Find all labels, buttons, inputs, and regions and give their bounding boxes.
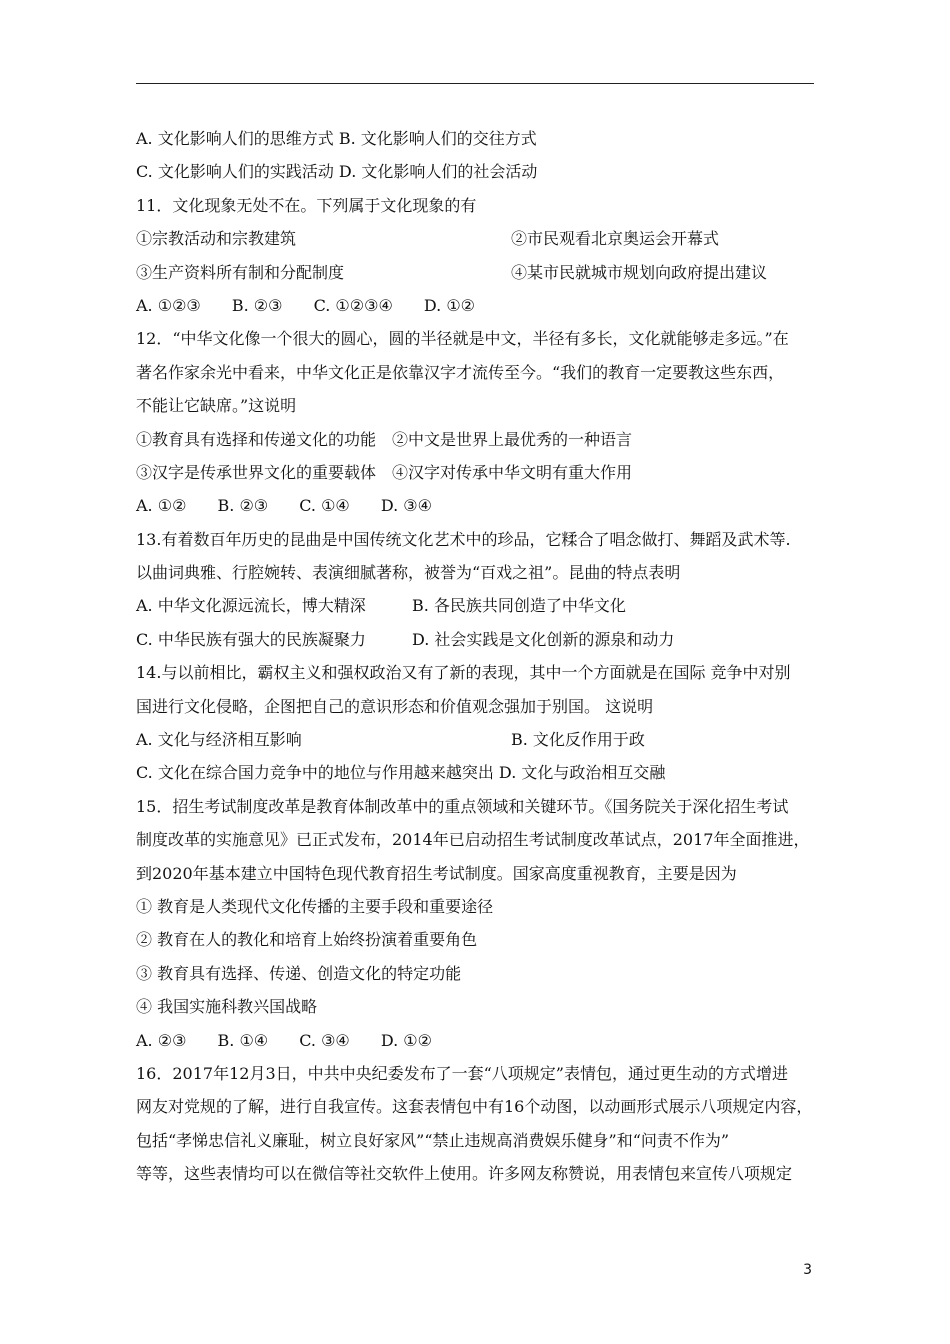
q13-choice-a: A. 中华文化源远流长，博大精深 (136, 596, 366, 616)
q14-choices-cd: C. 文化在综合国力竞争中的地位与作用越来越突出 D. 文化与政治相互交融 (136, 763, 666, 783)
q13-choice-b: B. 各民族共同创造了中华文化 (412, 596, 626, 616)
q11-items-12 (136, 222, 826, 255)
q15-item-4: ④ 我国实施科教兴国战略 (136, 997, 318, 1017)
q11-choice-d: D. ①② (423, 295, 476, 315)
header-rule (136, 83, 814, 84)
q11-choice-a: A. ①②③ (136, 295, 201, 315)
q16-stem-line3: 包括“孝悌忠信礼义廉耻，树立良好家风”“禁止违规高消费娱乐健身”和“问责不作为” (136, 1130, 730, 1150)
q11-items-34 (136, 256, 826, 289)
q13-choice-c: C. 中华民族有强大的民族凝聚力 (136, 629, 366, 649)
q12-items-34: ③汉字是传承世界文化的重要载体 ④汉字对传承中华文明有重大作用 (136, 462, 633, 482)
q12-choice-c: C. ①④ (299, 496, 350, 516)
q15-stem-line3: 到2020年基本建立中国特色现代教育招生考试制度。国家高度重视教育，主要是因为 (136, 863, 737, 883)
q10-options-cd: C. 文化影响人们的实践活动 D. 文化影响人们的社会活动 (136, 162, 538, 182)
q13-choice-d: D. 社会实践是文化创新的源泉和动力 (412, 629, 675, 649)
q11-choice-b: B. ②③ (231, 295, 283, 315)
q12-stem-line3: 不能让它缺席。”这说明 (136, 396, 297, 416)
q12-stem-line2: 著名作家余光中看来，中华文化正是依靠汉字才流传至今。“我们的教育一定要教这些东西， (136, 362, 785, 382)
q13-choices-ab (136, 589, 826, 622)
q15-choice-b: B. ①④ (217, 1030, 269, 1050)
q11-choices (136, 289, 826, 322)
q14-choice-b: B. 文化反作用于政 (511, 730, 645, 750)
q15-choice-a: A. ②③ (136, 1030, 187, 1050)
q12-choice-a: A. ①② (136, 496, 187, 516)
q14-choice-a: A. 文化与经济相互影响 (136, 730, 302, 750)
q15-stem-line2: 制度改革的实施意见》已正式发布，2014年已启动招生考试制度改革试点，2017年全面推进， (136, 830, 810, 850)
q15-item-1: ① 教育是人类现代文化传播的主要手段和重要途径 (136, 896, 494, 916)
q15-choices (136, 1024, 826, 1057)
exam-page-body (136, 122, 826, 1191)
q15-choice-c: C. ③④ (299, 1030, 350, 1050)
q16-stem-line2: 网友对党规的了解，进行自我宣传。这套表情包中有16个动图，以动画形式展示八项规定内容， (136, 1097, 813, 1117)
q11-stem: 11．文化现象无处不在。下列属于文化现象的有 (136, 195, 477, 215)
q14-stem-line1: 14.与以前相比，霸权主义和强权政治又有了新的表现，其中一个方面就是在国际 竞争中对别 (136, 663, 791, 683)
q11-item-4: ④某市民就城市规划向政府提出建议 (511, 262, 768, 282)
q16-stem-line1: 16．2017年12月3日，中共中央纪委发布了一套“八项规定”表情包，通过更生动的方式增进 (136, 1063, 788, 1083)
q12-choices (136, 489, 826, 522)
q16-stem-line4: 等等，这些表情均可以在微信等社交软件上使用。许多网友称赞说，用表情包来宣传八项规定 (136, 1164, 793, 1184)
q11-choice-c: C. ①②③④ (313, 295, 393, 315)
q12-stem-line1: 12．“中华文化像一个很大的圆心，圆的半径就是中文，半径有多长，文化就能够走多远。”在 (136, 329, 789, 349)
q13-stem-line1: 13.有着数百年历史的昆曲是中国传统文化艺术中的珍品，它糅合了唱念做打、舞蹈及武术等. (136, 529, 791, 549)
q14-stem-line2: 国进行文化侵略，企图把自己的意识形态和价值观念强加于别国。 这说明 (136, 696, 654, 716)
q15-stem-line1: 15．招生考试制度改革是教育体制改革中的重点领域和关键环节。《国务院关于深化招生考试 (136, 796, 789, 816)
q12-choice-d: D. ③④ (380, 496, 432, 516)
q13-stem-line2: 以曲词典雅、行腔婉转、表演细腻著称，被誉为“百戏之祖”。昆曲的特点表明 (136, 563, 681, 583)
q11-item-1: ①宗教活动和宗教建筑 (136, 229, 297, 249)
page-number: 3 (803, 1262, 812, 1278)
q14-choices-ab (136, 723, 826, 756)
q11-item-3: ③生产资料所有制和分配制度 (136, 262, 345, 282)
q15-item-3: ③ 教育具有选择、传递、创造文化的特定功能 (136, 963, 462, 983)
q10-options-ab: A. 文化影响人们的思维方式 B. 文化影响人们的交往方式 (136, 129, 537, 148)
q12-choice-b: B. ②③ (217, 496, 269, 516)
q12-items-12: ①教育具有选择和传递文化的功能 ②中文是世界上最优秀的一种语言 (136, 429, 633, 449)
q15-item-2: ② 教育在人的教化和培育上始终扮演着重要角色 (136, 930, 478, 950)
q15-choice-d: D. ①② (380, 1030, 432, 1050)
q11-item-2: ②市民观看北京奥运会开幕式 (511, 229, 720, 249)
q13-choices-cd (136, 623, 826, 656)
